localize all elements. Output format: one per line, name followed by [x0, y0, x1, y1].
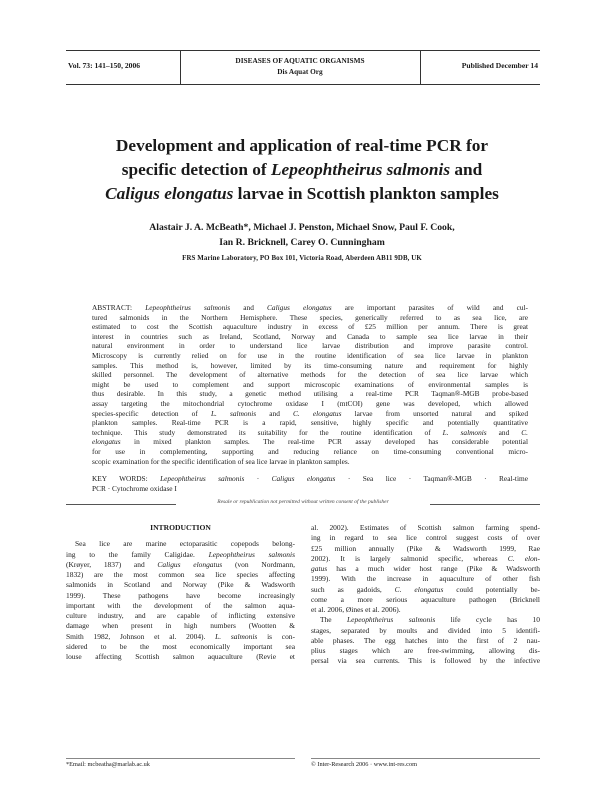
abstract-text: and [230, 303, 268, 312]
body-line: louse affecting Scottish salmon aquaculture (Revie et [66, 652, 295, 661]
copyright: © Inter-Research 2006 · www.int-res.com [311, 761, 418, 768]
species-name: C. elongatus [293, 408, 342, 418]
volume-info: Vol. 73: 141–150, 2006 [68, 61, 141, 70]
body-line: sidered to be the most economically important sea [66, 641, 295, 651]
right-column [311, 523, 540, 667]
abstract-text: larvae from unsorted natural and spiked [341, 408, 528, 418]
body-text: is con- [257, 631, 295, 641]
body-text: Smith 1982, Johnson et al. 2004). [66, 631, 216, 641]
body-line: et al. 2006, Øines et al. 2006). [311, 605, 401, 614]
paper-title [64, 134, 540, 206]
title-text: larvae in Scottish plankton samples [233, 184, 499, 203]
title-species: Caligus elongatus [105, 184, 234, 203]
body-line [66, 632, 295, 642]
species-name: C. elongatus [394, 584, 444, 594]
abstract-line: skilled personnel. The development of alternative methods for the detection of sea lice larvae which [92, 370, 528, 380]
footnote-rule [66, 758, 295, 759]
abstract-label: ABSTRACT: [92, 303, 146, 312]
species-name: elongatus [92, 437, 121, 447]
keyword-separator: · [244, 474, 272, 483]
body-line: plius stages which are free-swimming, allowing dis- [311, 646, 540, 655]
body-line: al. 2002). Estimates of Scottish salmon farming spend- [311, 523, 540, 532]
abstract-text: technique. This study demonstrated its suitability for the routine identification of [92, 427, 443, 437]
species-name: C. [521, 427, 528, 437]
body-line: come a more serious aquaculture pathogen (Bricknell [311, 594, 540, 604]
species-name: Lepeophtheirus salmonis [145, 303, 231, 312]
title-species: Lepeophtheirus salmonis [270, 160, 451, 179]
left-column [66, 523, 295, 662]
journal-title: DISEASES OF AQUATIC ORGANISMS [235, 56, 365, 65]
abstract-line: might be used to complement and support microscopic examinations of environmental samples is [92, 379, 528, 389]
body-line [311, 585, 540, 595]
species-name: Caligus elongatus [267, 303, 332, 312]
author-line: Ian R. Bricknell, Carey O. Cunningham [219, 237, 385, 248]
abstract-line: natural environment in order to understand lice larvae distribution and improve parasite control. [92, 341, 528, 351]
body-text: (Krøyer, 1837) and [66, 559, 158, 569]
header-top-rule [66, 50, 540, 51]
title-line [64, 158, 540, 182]
species-name: C. elon- [507, 553, 540, 563]
abstract-line [92, 437, 528, 447]
abstract-line: assay targeting the mitochondrial cytochrome oxidase I (mtCOI) gene was developed, which allowed [92, 398, 528, 408]
section-heading: INTRODUCTION [150, 523, 211, 532]
species-name: L. salmonis [215, 631, 258, 641]
keywords-line [92, 474, 528, 484]
abstract-line: plankton samples. Real-time PCR is a rapid, sensitive, highly specific and potentially quantitative [92, 418, 528, 428]
title-line: Development and application of real-time PCR for [115, 136, 489, 155]
author-list [64, 220, 540, 250]
body-line [311, 615, 540, 625]
abstract-text: in mixed plankton samples. The real-time PCR assay developed has considerable potential [120, 437, 528, 447]
keywords-line: PCR · Cytochrome oxidase I [92, 483, 177, 493]
abstract-line: for use in complementing, supporting and reducing reliance on time-consuming conventional micro- [92, 446, 528, 456]
body-text: ing to the family Caligidae. [66, 549, 209, 559]
abstract-line: Microscopy is currently relied on for use in the routine identification of sea lice larvae in plankton [92, 350, 528, 360]
keyword: · Sea lice · Taqman®-MGB · Real-time [335, 474, 528, 483]
abstract-line: thus desirable. In this study, a genetic method utilising a real-time PCR Taqman®-MGB probe-based [92, 389, 528, 399]
abstract-line: tured salmonids in the Northern Hemisphere. These species, generically referred to as sea lice, are [92, 312, 528, 322]
species-name: Caligus elongatus [157, 559, 223, 569]
abstract-text: and [256, 408, 294, 418]
species-name: Lepeophtheirus salmonis [208, 549, 295, 559]
journal-name [180, 55, 420, 77]
abstract-line: samples. This method is, however, limited by its time-consuming nature and requirement for highly [92, 360, 528, 370]
body-line: 1832) are the most common sea lice species affecting [66, 570, 295, 579]
body-text: 2002). It is largely salmonid specific, whereas [311, 553, 508, 563]
corresponding-email: *Email: mcbeatha@marlab.ac.uk [66, 761, 150, 768]
title-line [64, 182, 540, 206]
species-name: L. salmonis [442, 427, 487, 437]
affiliation: FRS Marine Laboratory, PO Box 101, Victoria Road, Aberdeen AB11 9DB, UK [182, 255, 422, 262]
abstract-line [92, 409, 528, 419]
header-bottom-rule [66, 84, 540, 85]
journal-abbrev: Dis Aquat Org [277, 67, 323, 76]
title-text: specific detection of [121, 160, 271, 179]
abstract-line: interest in countries such as Ireland, Scotland, Norway and Canada to sample sea lice larvae in their [92, 331, 528, 341]
abstract-text: and [486, 427, 522, 437]
abstract-line [92, 428, 528, 438]
body-text: life cycle has 10 [435, 615, 540, 625]
abstract-line [92, 303, 528, 313]
resale-notice: Resale or republication not permitted without written consent of the publisher [217, 499, 389, 505]
resale-rule [66, 504, 176, 505]
abstract-line: scopic examination for the specific identification of sea lice larvae in plankton samples. [92, 456, 350, 466]
body-text: could potentially be- [443, 584, 540, 594]
body-text: has a much wider host range (Pike & Wadsworth [327, 564, 540, 573]
body-line: salmonids in Scotland and Norway (Pike & Wadsworth [66, 580, 295, 590]
keywords [92, 474, 528, 493]
body-line: able phases. The egg hatches into the first of 2 nau- [311, 635, 540, 645]
abstract-text: are important parasites of wild and cul- [331, 303, 528, 312]
body-line: important with the development of the salmon aqua- [66, 600, 295, 610]
species-name: L. salmonis [210, 408, 257, 418]
abstract [92, 303, 528, 466]
abstract-line: estimated to cost the Scottish aquaculture industry in excess of £25 million per annum. There is great [92, 322, 528, 332]
body-line [66, 550, 295, 560]
body-line [311, 564, 540, 574]
body-line: culture industry, and are capable of inflicting extensive [66, 611, 295, 620]
species-name: Lepeophtheirus salmonis [347, 615, 436, 625]
body-line: 1999). These pathogens have become increasingly [66, 590, 295, 600]
footer-rule [311, 758, 540, 759]
keyword: Lepeophtheirus salmonis [160, 474, 245, 483]
body-line: damage when present in high numbers (Wootten & [66, 621, 295, 631]
publication-date: Published December 14 [461, 61, 538, 70]
resale-rule [430, 504, 540, 505]
body-line: ing in regard to sea lice control suggest costs of over [311, 533, 540, 543]
abstract-text: species-specific detection of [92, 408, 211, 418]
author-line: Alastair J. A. McBeath*, Michael J. Penston, Michael Snow, Paul F. Cook, [149, 222, 455, 233]
body-text: The [320, 615, 348, 625]
body-line: stages, separated by moults and divided into 5 identifi- [311, 625, 540, 635]
keywords-label: KEY WORDS: [92, 474, 161, 483]
body-line: persal via sea currents. This is followed by the infective [311, 656, 540, 666]
title-text: and [450, 160, 483, 179]
body-line: 1999). With the increase in aquaculture of other fish [311, 574, 540, 584]
species-name: gatus [311, 564, 328, 573]
keyword: Caligus elongatus [271, 474, 336, 483]
body-line: £25 million annually (Pike & Wadsworth 1999, Rae [311, 543, 540, 553]
body-line [66, 560, 295, 570]
body-line [311, 554, 540, 564]
body-line: Sea lice are marine ectoparasitic copepods belong- [75, 539, 295, 549]
body-text: such as gadoids, [311, 584, 395, 594]
body-text: (von Nordmann, [222, 559, 295, 569]
